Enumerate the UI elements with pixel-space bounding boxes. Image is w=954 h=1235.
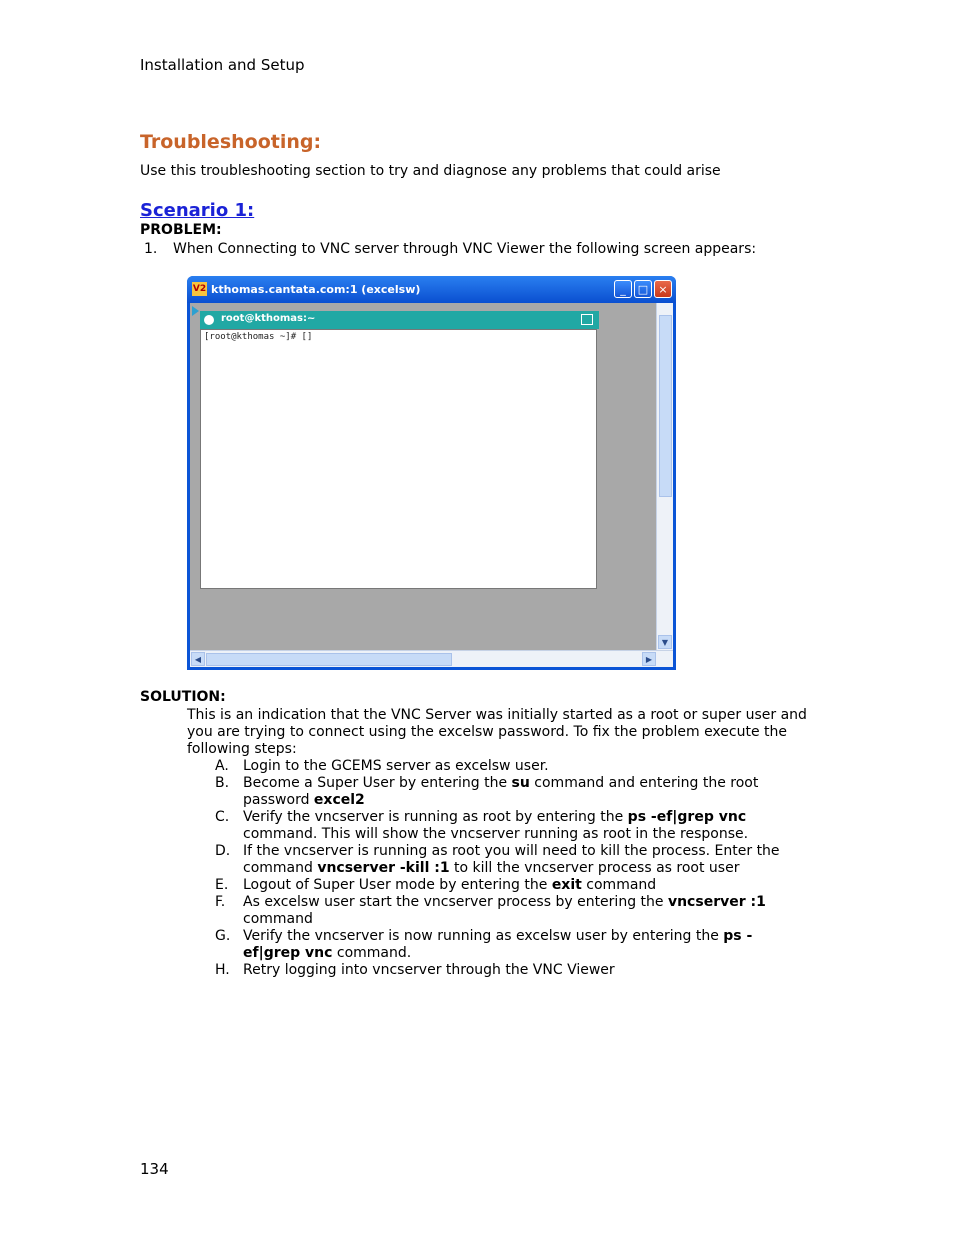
solution-step-text: Verify the vncserver is now running as excelsw user by entering the xyxy=(243,928,724,944)
vnc-window-titlebar xyxy=(187,276,676,303)
solution-step-text: Become a Super User by entering the xyxy=(243,775,512,791)
vertical-scrollbar xyxy=(656,303,673,651)
scroll-right-icon: ▶ xyxy=(642,652,656,666)
solution-step-text: command xyxy=(243,911,313,927)
solution-text: This is an indication that the VNC Server was initially started as a root or super user and you are trying to connect using the excelsw password. To fix the problem execute the following steps: xyxy=(187,707,807,757)
solution-step-text: Logout of Super User mode by entering the xyxy=(243,877,552,893)
solution-step-command: exit xyxy=(551,877,582,893)
minimize-icon: _ xyxy=(614,280,632,298)
solution-step xyxy=(215,962,805,979)
solution-step xyxy=(215,843,805,877)
solution-step-text: As excelsw user start the vncserver process by entering the xyxy=(243,894,668,910)
solution-step-letter: F. xyxy=(215,894,226,910)
horizontal-scroll-thumb xyxy=(206,653,452,666)
solution-step-command: vncserver -kill :1 xyxy=(317,860,450,876)
problem-label: PROBLEM: xyxy=(140,222,222,238)
terminal-title: root@kthomas:~ xyxy=(221,313,316,324)
page-number: 134 xyxy=(140,1160,169,1178)
solution-steps xyxy=(215,758,805,979)
solution-step-text: If the vncserver is running as root you will need to kill the process. Enter the command xyxy=(243,843,780,876)
solution-step-letter: D. xyxy=(215,843,231,859)
maximize-icon: □ xyxy=(634,280,652,298)
solution-step xyxy=(215,894,805,928)
terminal-prompt: [root@kthomas ~]# [] xyxy=(204,332,313,342)
solution-step xyxy=(215,758,805,775)
terminal-titlebar xyxy=(200,311,599,329)
solution-step-command: excel2 xyxy=(313,792,365,808)
solution-step-letter: E. xyxy=(215,877,229,893)
solution-step-letter: H. xyxy=(215,962,230,978)
close-icon: × xyxy=(654,280,672,298)
vnc-desktop xyxy=(190,303,673,667)
solution-label: SOLUTION: xyxy=(140,689,226,705)
solution-step-command: ps -ef|grep vnc xyxy=(243,928,753,961)
solution-step-letter: G. xyxy=(215,928,231,944)
vnc-app-icon: V2 xyxy=(192,284,207,294)
solution-step-command: su xyxy=(511,775,530,791)
running-header: Installation and Setup xyxy=(140,56,305,74)
scenario-heading[interactable]: Scenario 1: xyxy=(140,200,255,221)
solution-step-text: to kill the vncserver process as root user xyxy=(449,860,740,876)
solution-step-text: command. This will show the vncserver running as root in the response. xyxy=(243,826,749,842)
solution-step-text: command xyxy=(581,877,657,893)
problem-item-text: When Connecting to VNC server through VNC Viewer the following screen appears: xyxy=(173,241,757,257)
solution-step xyxy=(215,809,805,843)
problem-item xyxy=(144,241,756,257)
vertical-scroll-thumb xyxy=(659,315,672,497)
problem-item-number: 1. xyxy=(144,241,158,257)
intro-text: Use this troubleshooting section to try and diagnose any problems that could arise xyxy=(140,163,721,179)
terminal-body xyxy=(200,329,597,589)
solution-step-letter: B. xyxy=(215,775,230,791)
terminal-menu-icon xyxy=(204,315,214,325)
solution-step-text: Retry logging into vncserver through the VNC Viewer xyxy=(243,962,615,978)
vnc-viewer-screenshot xyxy=(187,276,676,670)
solution-step-command: vncserver :1 xyxy=(667,894,766,910)
solution-step xyxy=(215,877,805,894)
solution-step xyxy=(215,775,805,809)
scroll-left-icon: ◀ xyxy=(191,652,205,666)
solution-step-text: command. xyxy=(332,945,412,961)
vnc-window-title: kthomas.cantata.com:1 (excelsw) xyxy=(211,283,421,296)
solution-step xyxy=(215,928,805,962)
cursor-icon xyxy=(192,306,199,316)
section-title: Troubleshooting: xyxy=(140,131,322,153)
scroll-down-icon: ▼ xyxy=(658,635,672,649)
solution-step-text: command and entering the root password xyxy=(243,775,759,808)
terminal-maximize-icon xyxy=(581,314,593,325)
horizontal-scrollbar xyxy=(190,650,673,667)
solution-step-text: Verify the vncserver is running as root by entering the xyxy=(243,809,628,825)
solution-step-text: Login to the GCEMS server as excelsw user. xyxy=(243,758,549,774)
solution-step-letter: A. xyxy=(215,758,229,774)
solution-step-command: ps -ef|grep vnc xyxy=(627,809,747,825)
solution-step-letter: C. xyxy=(215,809,230,825)
